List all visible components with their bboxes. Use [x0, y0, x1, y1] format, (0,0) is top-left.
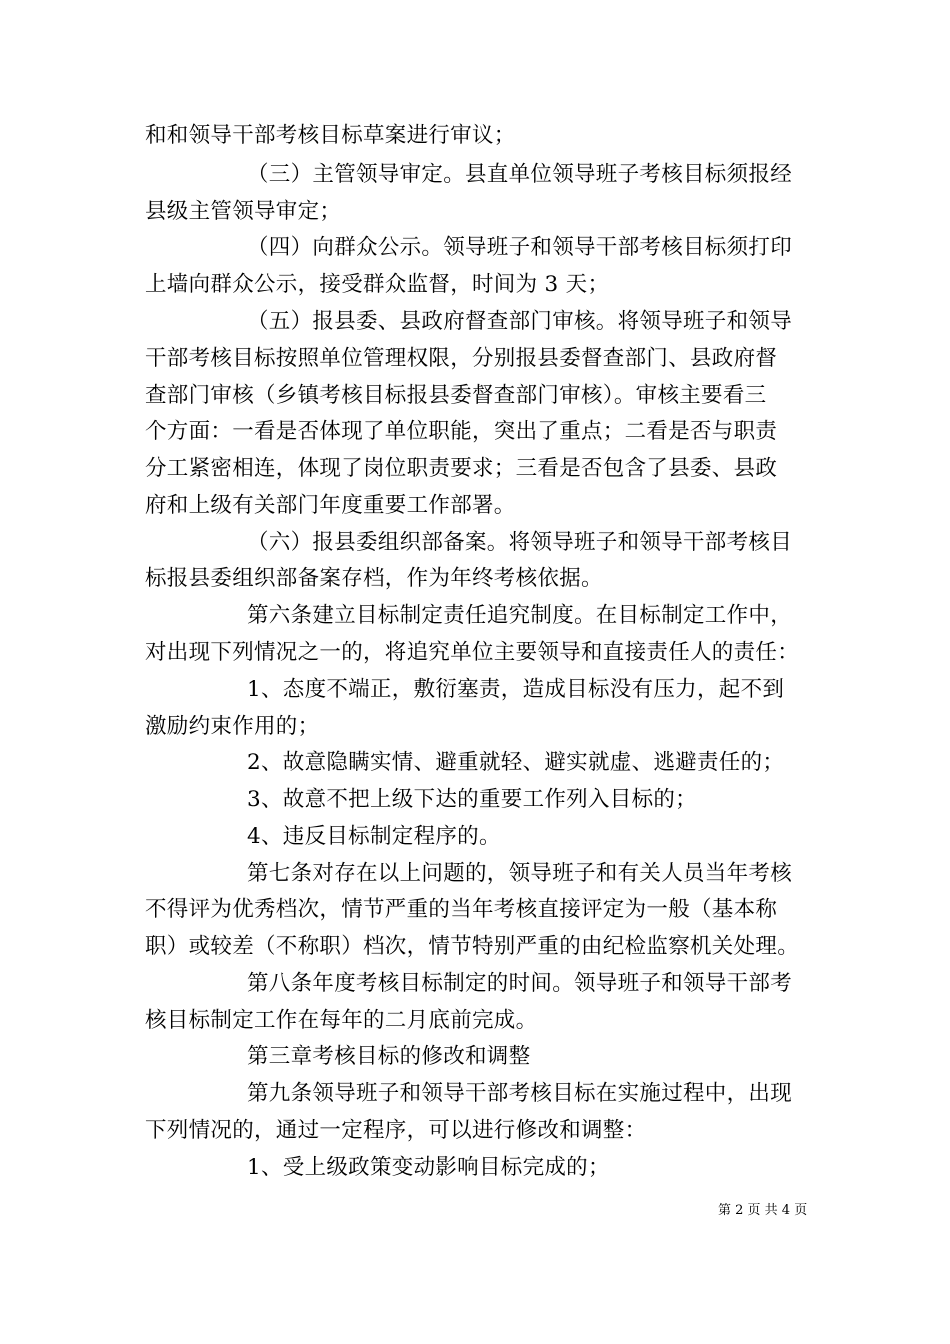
text-line: （三）主管领导审定。县直单位领导班子考核目标须报经 [247, 162, 793, 187]
text-line: 下列情况的，通过一定程序，可以进行修改和调整： [145, 1118, 647, 1143]
chapter-heading: 第三章考核目标的修改和调整 [247, 1044, 531, 1069]
text-line: 1、受上级政策变动影响目标完成的； [247, 1155, 610, 1180]
text-line: 第七条对存在以上问题的，领导班子和有关人员当年考核 [247, 861, 793, 886]
text-line: 激励约束作用的； [145, 714, 320, 739]
text-line: 1、态度不端正，敷衍塞责，造成目标没有压力，起不到 [247, 677, 785, 702]
text-line: 县级主管领导审定； [145, 199, 342, 224]
text-line: 不得评为优秀档次，情节严重的当年考核直接评定为一般（基本称 [145, 897, 778, 922]
text-line: 4、违反目标制定程序的。 [247, 824, 501, 849]
text-line: 上墙向群众公示，接受群众监督，时间为 3 天； [145, 272, 610, 297]
text-line: 第八条年度考核目标制定的时间。领导班子和领导干部考 [247, 971, 793, 996]
page-indicator: 第 2 页 共 4 页 [718, 1203, 808, 1218]
text-line: 个方面：一看是否体现了单位职能，突出了重点；二看是否与职责 [145, 419, 778, 444]
text-line: 分工紧密相连，体现了岗位职责要求；三看是否包含了县委、县政 [145, 456, 778, 481]
text-line: 查部门审核（乡镇考核目标报县委督查部门审核）。审核主要看三 [145, 383, 767, 408]
text-line: 和和领导干部考核目标草案进行审议； [145, 123, 516, 148]
text-line: （五）报县委、县政府督查部门审核。将领导班子和领导 [247, 309, 793, 334]
text-line: 核目标制定工作在每年的二月底前完成。 [145, 1008, 538, 1033]
text-line: 2、故意隐瞒实情、避重就轻、避实就虚、逃避责任的； [247, 750, 785, 775]
text-line: 府和上级有关部门年度重要工作部署。 [145, 493, 516, 518]
text-line: 第六条建立目标制定责任追究制度。在目标制定工作中， [247, 603, 793, 628]
text-line: （四）向群众公示。领导班子和领导干部考核目标须打印 [247, 235, 793, 260]
text-line: 第九条领导班子和领导干部考核目标在实施过程中，出现 [247, 1081, 793, 1106]
text-line: 职）或较差（不称职）档次，情节特别严重的由纪检监察机关处理。 [145, 934, 800, 959]
text-line: 标报县委组织部备案存档，作为年终考核依据。 [145, 566, 603, 591]
text-line: 3、故意不把上级下达的重要工作列入目标的； [247, 787, 697, 812]
text-line: 干部考核目标按照单位管理权限，分别报县委督查部门、县政府督 [145, 346, 778, 371]
text-line: 对出现下列情况之一的，将追究单位主要领导和直接责任人的责任： [145, 640, 800, 665]
text-line: （六）报县委组织部备案。将领导班子和领导干部考核目 [247, 530, 793, 555]
